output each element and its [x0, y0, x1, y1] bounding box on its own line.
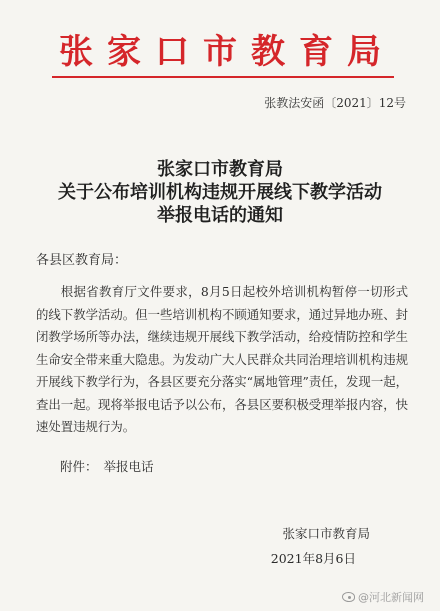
document-number: 张教法安函〔2021〕12号 [264, 96, 406, 110]
attachment-line [60, 457, 154, 475]
body-paragraph: 根据省教育厅文件要求，8月5日起校外培训机构暂停一切形式的线下教学活动。但一些培训机构不顾通知要求，通过异地办班、封闭教学场所等办法，继续违规开展线下教学活动，给疫情防控和学生生命安全带来重大隐患。为发动广大人民群众共同治理培训机构违规开展线下教学行为，各县区要充分落实“属地管理”责任，发现一起，查出一起。现将举报电话予以公布，各县区要积极受理举报内容，快速处置违规行为。 [36, 284, 408, 434]
source-watermark [342, 589, 424, 605]
title-line-1: 张家口市教育局 [157, 159, 283, 180]
watermark-text: @河北新闻网 [358, 591, 424, 604]
title-line-3: 举报电话的通知 [157, 205, 283, 226]
title-line-2: 关于公布培训机构违规开展线下教学活动 [58, 182, 382, 203]
signature-org: 张家口市教育局 [282, 526, 370, 541]
header-divider [52, 76, 394, 78]
salutation: 各县区教育局： [36, 253, 128, 268]
weibo-icon [342, 592, 355, 602]
attachment-value: 举报电话 [103, 459, 154, 474]
signature-date: 2021年8月6日 [270, 551, 356, 566]
issuing-org-header: 张家口市教育局 [59, 32, 395, 72]
attachment-label: 附件： [60, 459, 98, 474]
document-title [0, 158, 440, 227]
